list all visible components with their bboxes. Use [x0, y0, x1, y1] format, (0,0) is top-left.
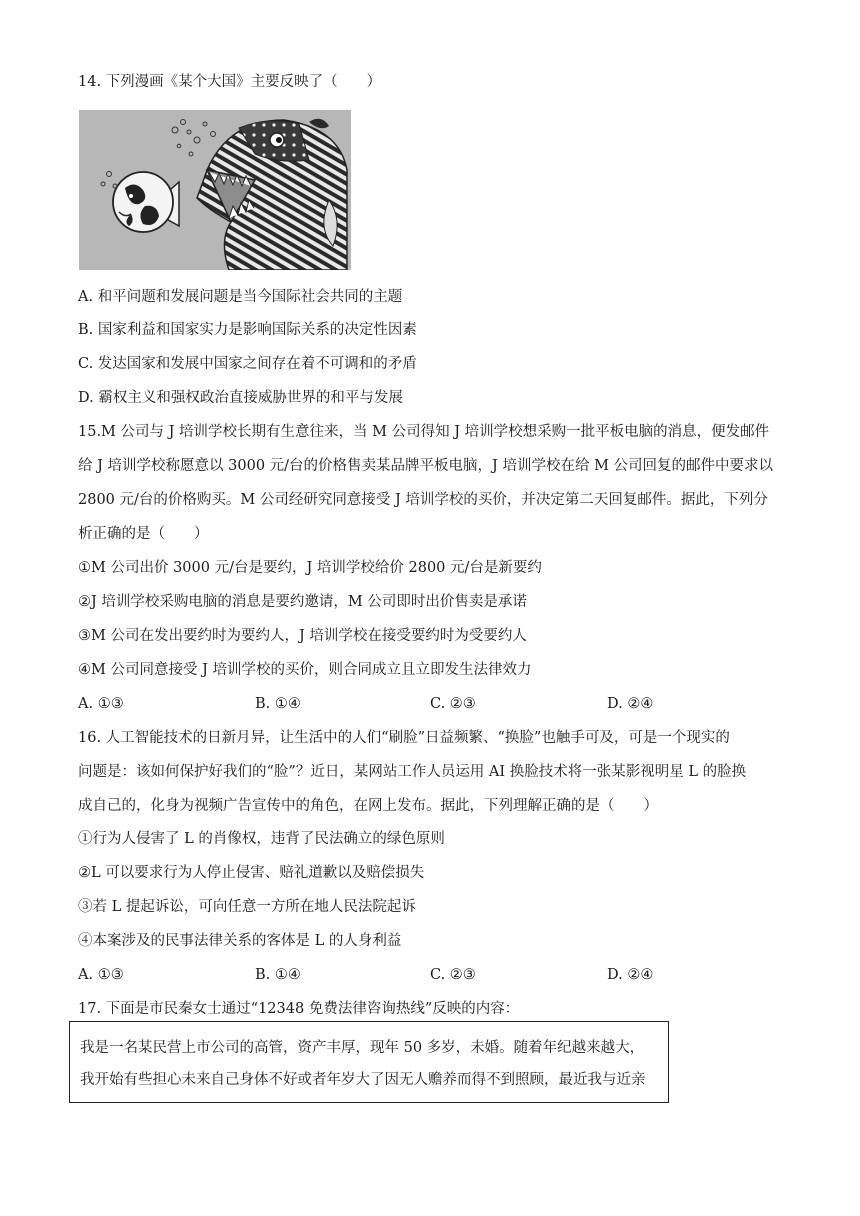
q14-option-d: D. 霸权主义和强权政治直接威胁世界的和平与发展	[78, 390, 403, 406]
q17-box-line-2: 我开始有些担心未来自己身体不好或者年岁大了因无人赡养而得不到照顾，最近我与近亲	[80, 1072, 646, 1088]
q14-option-c: C. 发达国家和发展中国家之间存在着不可调和的矛盾	[78, 356, 417, 372]
q16-statement-3: ③若 L 提起诉讼，可向任意一方所在地人民法院起诉	[78, 899, 416, 915]
q14-stem: 14. 下列漫画《某个大国》主要反映了（ ）	[78, 74, 382, 90]
q15-statement-3: ③M 公司在发出要约时为要约人，J 培训学校在接受要约时为受要约人	[78, 628, 527, 644]
q15-statement-4: ④M 公司同意接受 J 培训学校的买价，则合同成立且立即发生法律效力	[78, 662, 532, 678]
q15-choice-a: A. ①③	[78, 696, 124, 712]
q15-choice-d: D. ②④	[607, 696, 654, 712]
cartoon-image	[79, 110, 351, 270]
q16-stem-line-3: 成自己的，化身为视频广告宣传中的角色，在网上发布。据此，下列理解正确的是（ ）	[78, 798, 658, 814]
q15-stem-line-4: 析正确的是（ ）	[78, 526, 209, 542]
q17-material-box	[69, 1021, 669, 1103]
q15-statement-2: ②J 培训学校采购电脑的消息是要约邀请，M 公司即时出价售卖是承诺	[78, 594, 527, 610]
q16-statement-4: ④本案涉及的民事法律关系的客体是 L 的人身利益	[78, 933, 402, 949]
q15-statement-1: ①M 公司出价 3000 元/台是要约，J 培训学校给价 2800 元/台是新要约	[78, 560, 542, 576]
q16-choice-a: A. ①③	[78, 967, 124, 983]
q15-stem-line-2: 给 J 培训学校称愿意以 3000 元/台的价格售卖某品牌平板电脑，J 培训学校在给 M 公司回复的邮件中要求以	[78, 458, 774, 474]
q15-stem-line-3: 2800 元/台的价格购买。M 公司经研究同意接受 J 培训学校的买价，并决定第二天回复邮件。据此，下列分	[78, 492, 768, 508]
q17-box-line-1: 我是一名某民营上市公司的高管，资产丰厚，现年 50 多岁，未婚。随着年纪越来越大，	[80, 1040, 645, 1056]
q16-choice-b: B. ①④	[255, 967, 301, 983]
q14-option-b: B. 国家利益和国家实力是影响国际关系的决定性因素	[78, 322, 417, 338]
q16-choice-d: D. ②④	[607, 967, 654, 983]
q17-stem: 17. 下面是市民秦女士通过“12348 免费法律咨询热线”反映的内容：	[78, 1001, 520, 1017]
cartoon-big-fish-illustration	[79, 110, 351, 270]
q16-stem-line-2: 问题是：该如何保护好我们的“脸”？近日，某网站工作人员运用 AI 换脸技术将一张某影视明星 L 的脸换	[78, 764, 747, 780]
q16-choice-c: C. ②③	[430, 967, 476, 983]
q16-statement-1: ①行为人侵害了 L 的肖像权，违背了民法确立的绿色原则	[78, 831, 445, 847]
q14-option-a: A. 和平问题和发展问题是当今国际社会共同的主题	[78, 289, 403, 305]
q15-stem-line-1: 15.M 公司与 J 培训学校长期有生意往来，当 M 公司得知 J 培训学校想采购一批平板电脑的消息，便发邮件	[78, 424, 770, 440]
q16-stem-line-1: 16. 人工智能技术的日新月异，让生活中的人们“刷脸”日益频繁、“换脸”也触手可及，可是一个现实的	[78, 730, 730, 746]
q16-statement-2: ②L 可以要求行为人停止侵害、赔礼道歉以及赔偿损失	[78, 865, 425, 881]
q15-choice-c: C. ②③	[430, 696, 476, 712]
q15-choice-b: B. ①④	[255, 696, 301, 712]
